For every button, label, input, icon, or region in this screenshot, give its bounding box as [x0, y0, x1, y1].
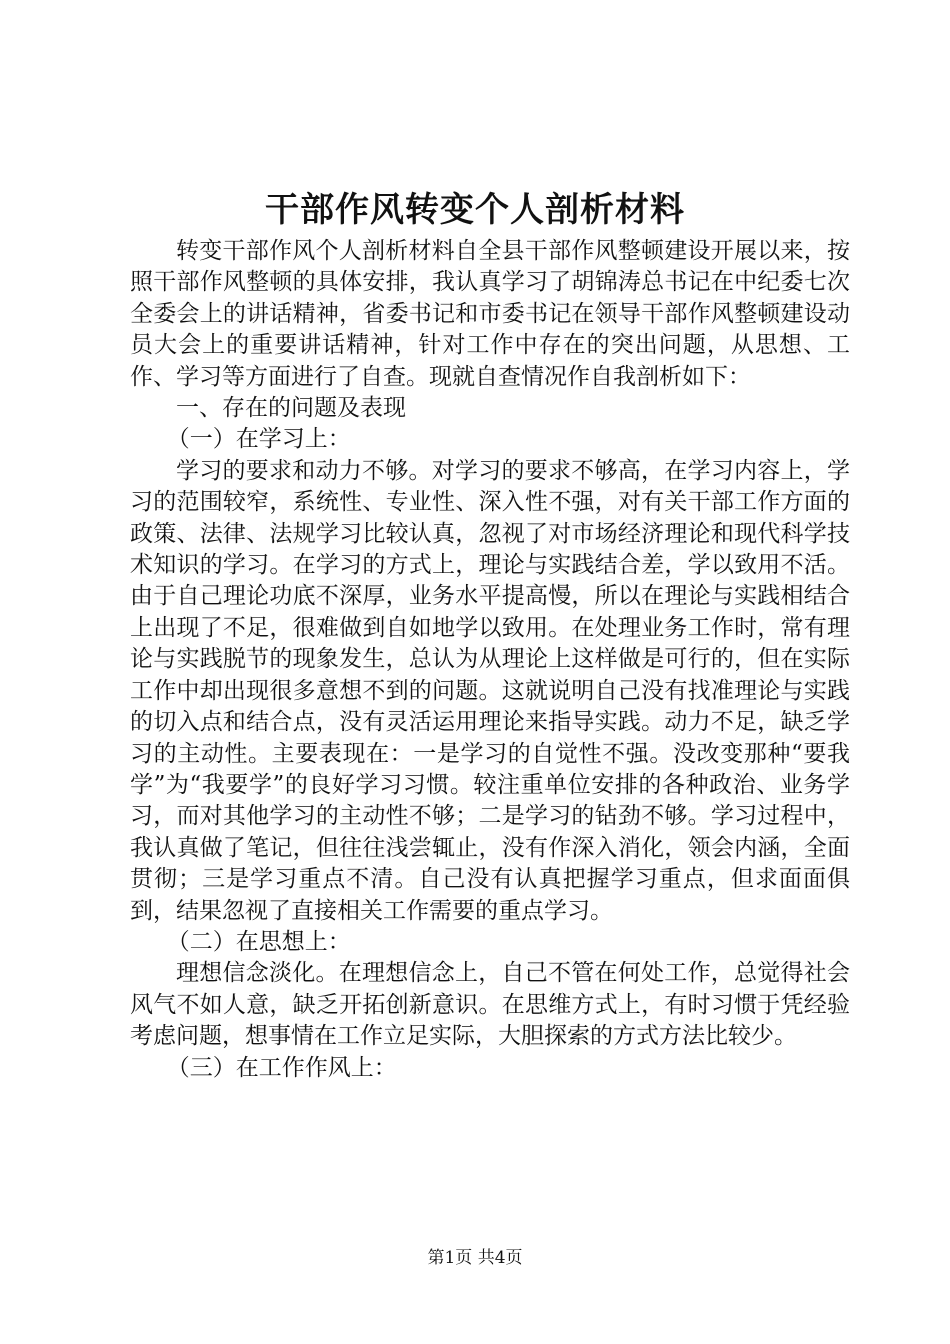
- subheading-study: （一）在学习上：: [166, 426, 351, 453]
- page-footer: 第1页 共4页: [427, 1248, 523, 1268]
- subheading-work-style: （三）在工作作风上：: [166, 1054, 397, 1081]
- document-title: 干部作风转变个人剖析材料: [265, 190, 685, 230]
- paragraph-study: 学习的要求和动力不够。对学习的要求不够高，在学习内容上，学习的范围较窄，系统性、专业性、深入性不强，对有关干部工作方面的政策、法律、法规学习比较认真，忽视了对市场经济理论和现代科学技术知识的学习。在学习的方式上，理论与实践结合差，学以致用不活。由于自己理论功底不深厚，业务水平提高慢，所以在理论与实践相结合上出现了不足，很难做到自如地学以致用。在处理业务工作时，常有理论与实践脱节的现象发生，总认为从理论上这样做是可行的，但在实际工作中却出现很多意想不到的问题。这就说明自己没有找准理论与实践的切入点和结合点，没有灵活运用理论来指导实践。动力不足，缺乏学习的主动性。主要表现在：一是学习的自觉性不强。没改变那种“要我学”为“我要学”的良好学习习惯。较注重单位安排的各种政治、业务学习，而对其他学习的主动性不够；二是学习的钻劲不够。学习过程中，我认真做了笔记，但往往浅尝辄止，没有作深入消化，领会内涵，全面贯彻；三是学习重点不清。自己没有认真把握学习重点，但求面面俱到，结果忽视了直接相关工作需要的重点学习。: [130, 457, 850, 924]
- intro-paragraph: 转变干部作风个人剖析材料自全县干部作风整顿建设开展以来，按照干部作风整顿的具体安排，我认真学习了胡锦涛总书记在中纪委七次全委会上的讲话精神，省委书记和市委书记在领导干部作风整顿建设动员大会上的重要讲话精神，针对工作中存在的突出问题，从思想、工作、学习等方面进行了自查。现就自查情况作自我剖析如下：: [130, 238, 850, 390]
- subheading-thought: （二）在思想上：: [166, 928, 351, 955]
- section-heading-problems: 一、存在的问题及表现: [176, 395, 406, 422]
- paragraph-thought: 理想信念淡化。在理想信念上，自己不管在何处工作，总觉得社会风气不如人意，缺乏开拓创新意识。在思维方式上，有时习惯于凭经验考虑问题，想事情在工作立足实际，大胆探索的方式方法比较少。: [130, 960, 850, 1050]
- document-body: [130, 236, 850, 1084]
